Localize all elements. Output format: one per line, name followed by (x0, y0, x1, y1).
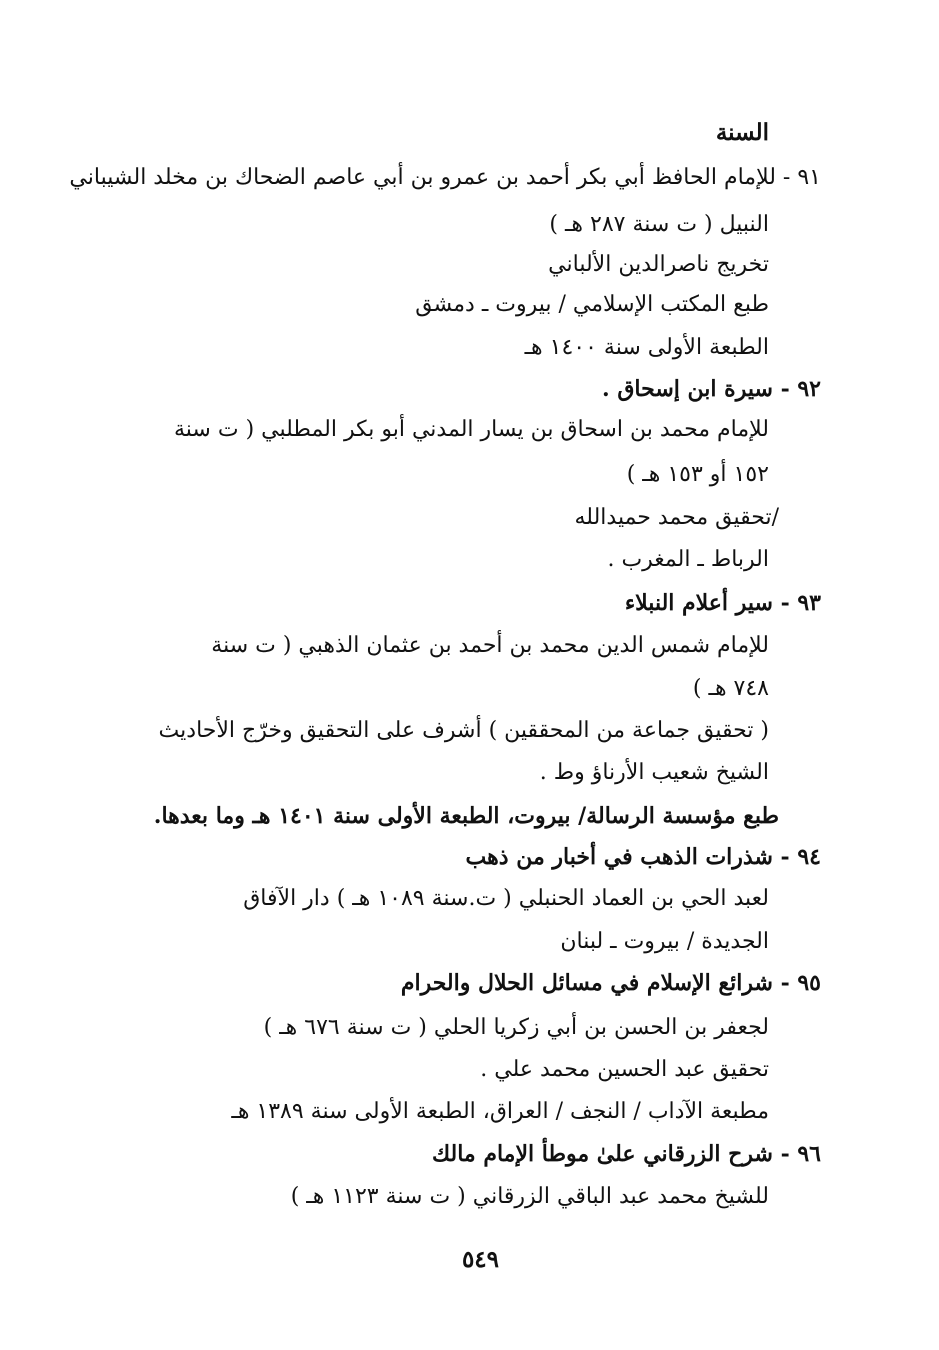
entry-96-title: ٩٦ - شرح الزرقاني علىٰ موطأ الإمام مالك (431, 1141, 821, 1167)
entry-95-line-2: تحقيق عبد الحسين محمد علي . (480, 1057, 769, 1082)
entry-92-line-4: الرباط ـ المغرب . (607, 547, 769, 572)
entry-93-title: ٩٣ - سير أعلام النبلاء (624, 590, 821, 616)
entry-94-title: ٩٤ - شذرات الذهب في أخبار من ذهب (465, 844, 821, 870)
entry-93-line-5: طبع مؤسسة الرسالة/ بيروت، الطبعة الأولى سنة ١٤٠١ هـ وما بعدها. (153, 803, 779, 829)
entry-96-line-1: للشيخ محمد عبد الباقي الزرقاني ( ت سنة ١١٢٣ هـ ) (290, 1184, 769, 1209)
entry-92-line-3: /تحقيق محمد حميدالله (574, 505, 779, 530)
entry-94-line-2: الجديدة / بيروت ـ لبنان (560, 929, 769, 954)
entry-92-line-2: ١٥٢ أو ١٥٣ هـ ) (626, 462, 769, 487)
entry-91-line-2: النبيل ( ت سنة ٢٨٧ هـ ) (549, 212, 769, 237)
entry-91-line-1: ٩١ - للإمام الحافظ أبي بكر أحمد بن عمرو بن أبي عاصم الضحاك بن مخلد الشيباني (69, 165, 821, 190)
entry-93-line-3: ( تحقيق جماعة من المحققين ) أشرف على التحقيق وخرّج الأحاديث (158, 718, 769, 743)
entry-93-line-2: ٧٤٨ هـ ) (692, 676, 769, 701)
entry-93-line-4: الشيخ شعيب الأرناؤ وط . (539, 760, 769, 785)
entry-92-title: ٩٢ - سيرة ابن إسحاق . (602, 376, 821, 402)
entry-94-line-1: لعبد الحي بن العماد الحنبلي ( ت.سنة ١٠٨٩ هـ ) دار الآفاق (243, 886, 769, 911)
entry-95-title: ٩٥ - شرائع الإسلام في مسائل الحلال والحرام (400, 970, 821, 996)
entry-91-line-4: طبع المكتب الإسلامي / بيروت ـ دمشق (415, 292, 769, 317)
entry-91-line-5: الطبعة الأولى سنة ١٤٠٠ هـ (524, 335, 769, 360)
entry-92-line-1: للإمام محمد بن اسحاق بن يسار المدني أبو بكر المطلبي ( ت سنة (174, 417, 769, 442)
entry-95-line-1: لجعفر بن الحسن بن أبي زكريا الحلي ( ت سنة ٦٧٦ هـ ) (263, 1015, 769, 1040)
entry-93-line-1: للإمام شمس الدين محمد بن أحمد بن عثمان الذهبي ( ت سنة (211, 633, 769, 658)
entry-91-line-3: تخريج ناصرالدين الألباني (548, 252, 769, 277)
page-header-title: السنة (715, 119, 769, 146)
page-number: ٥٤٩ (461, 1246, 499, 1273)
entry-95-line-3: مطبعة الآداب / النجف / العراق، الطبعة الأولى سنة ١٣٨٩ هـ (231, 1099, 769, 1124)
